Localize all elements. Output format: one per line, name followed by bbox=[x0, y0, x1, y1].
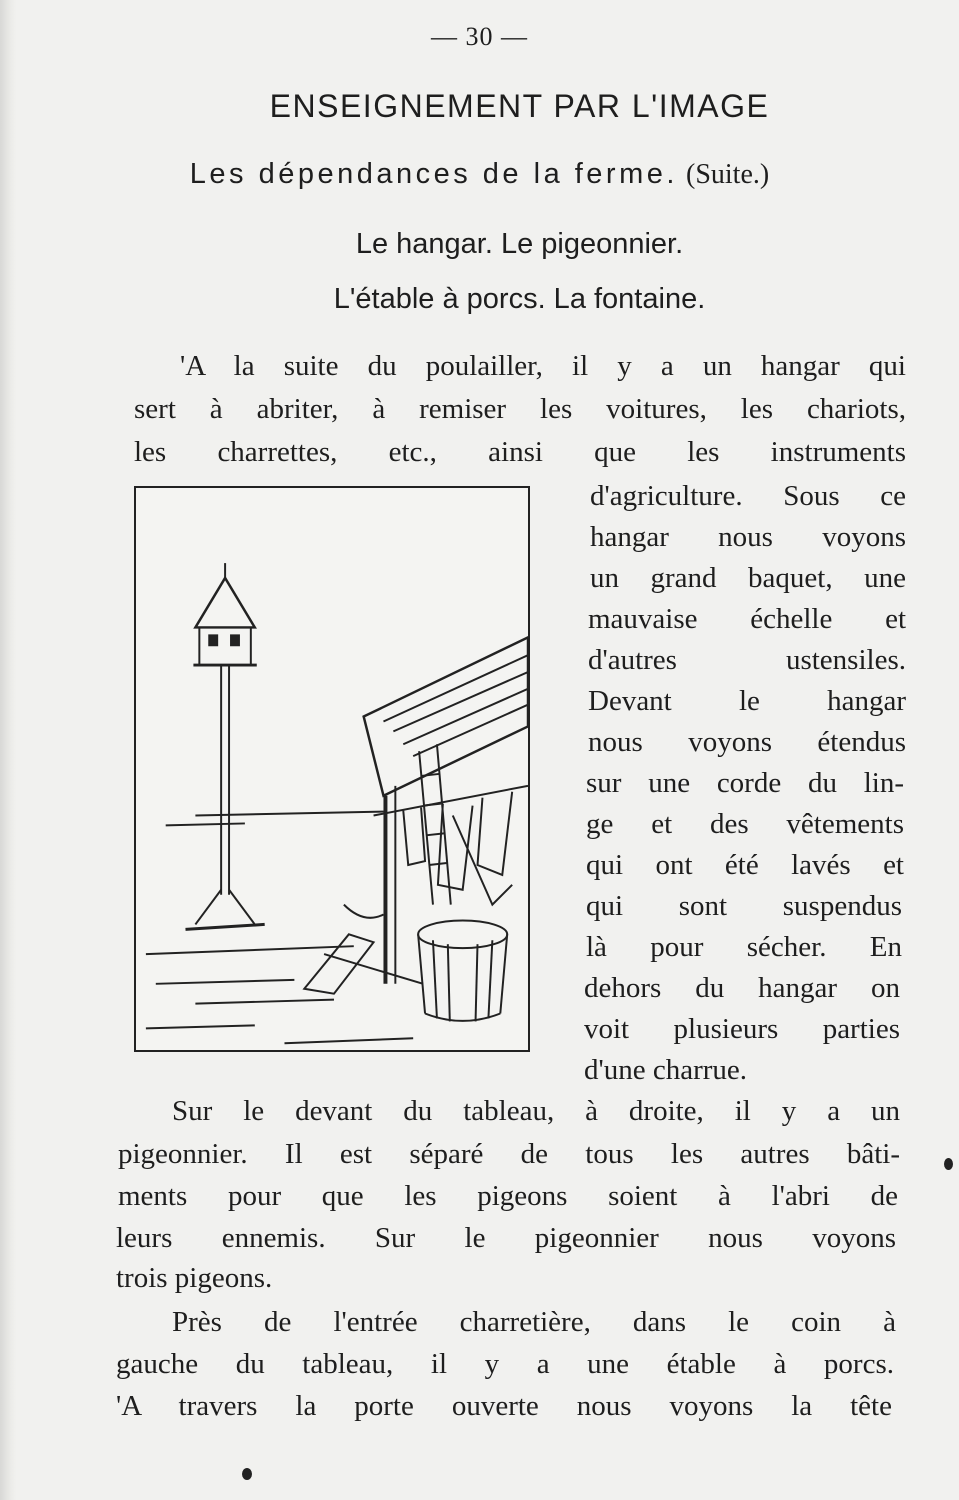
body-line: 'A travers la porte ouverte nous voyons la tête bbox=[116, 1390, 892, 1422]
body-line: ge et des vêtements bbox=[586, 808, 904, 840]
section-suite: (Suite.) bbox=[686, 159, 770, 190]
farm-illustration-icon bbox=[136, 488, 528, 1050]
body-line: Sur le devant du tableau, à droite, il y a un bbox=[172, 1095, 900, 1127]
page-gutter bbox=[0, 0, 16, 1500]
body-line: sert à abriter, à remiser les voitures, les chariots, bbox=[134, 393, 906, 425]
body-line: là pour sécher. En bbox=[586, 931, 902, 963]
body-line: d'autres ustensiles. bbox=[588, 644, 906, 676]
body-line: pigeonnier. Il est séparé de tous les autres bâti- bbox=[118, 1138, 900, 1170]
body-line: d'agriculture. Sous ce bbox=[590, 480, 906, 512]
body-line: dehors du hangar on bbox=[584, 972, 900, 1004]
body-line: leurs ennemis. Sur le pigeonnier nous voyons bbox=[116, 1222, 896, 1254]
body-line: nous voyons étendus bbox=[588, 726, 906, 758]
body-line: les charrettes, etc., ainsi que les instruments bbox=[134, 436, 906, 468]
farm-illustration bbox=[134, 486, 530, 1052]
ink-speck bbox=[242, 1468, 252, 1480]
subtitle-hangar: Le hangar. Le pigeonnier. bbox=[355, 228, 684, 260]
body-line: trois pigeons. bbox=[116, 1262, 273, 1294]
body-line: hangar nous voyons bbox=[590, 521, 906, 553]
body-line: sur une corde du lin- bbox=[586, 767, 904, 799]
section-title-text: Les dépendances de la ferme. bbox=[189, 158, 678, 190]
body-line: mauvaise échelle et bbox=[588, 603, 906, 635]
page-number: — 30 — bbox=[431, 22, 528, 51]
body-line: un grand baquet, une bbox=[590, 562, 906, 594]
section-title bbox=[0, 158, 959, 191]
chapter-title: ENSEIGNEMENT PAR L'IMAGE bbox=[269, 88, 770, 124]
subtitle-etable: L'étable à porcs. La fontaine. bbox=[333, 283, 706, 315]
body-line: Près de l'entrée charretière, dans le coin à bbox=[172, 1306, 896, 1338]
body-line: qui sont suspendus bbox=[586, 890, 902, 922]
body-line: 'A la suite du poulailler, il y a un hangar qui bbox=[180, 350, 906, 382]
body-line: Devant le hangar bbox=[588, 685, 906, 717]
body-line: voit plusieurs parties bbox=[584, 1013, 900, 1045]
body-line: ments pour que les pigeons soient à l'abri de bbox=[118, 1180, 898, 1212]
ink-speck bbox=[944, 1158, 953, 1170]
body-line: d'une charrue. bbox=[584, 1054, 748, 1086]
body-line: qui ont été lavés et bbox=[586, 849, 904, 881]
body-line: gauche du tableau, il y a une étable à porcs. bbox=[116, 1348, 894, 1380]
